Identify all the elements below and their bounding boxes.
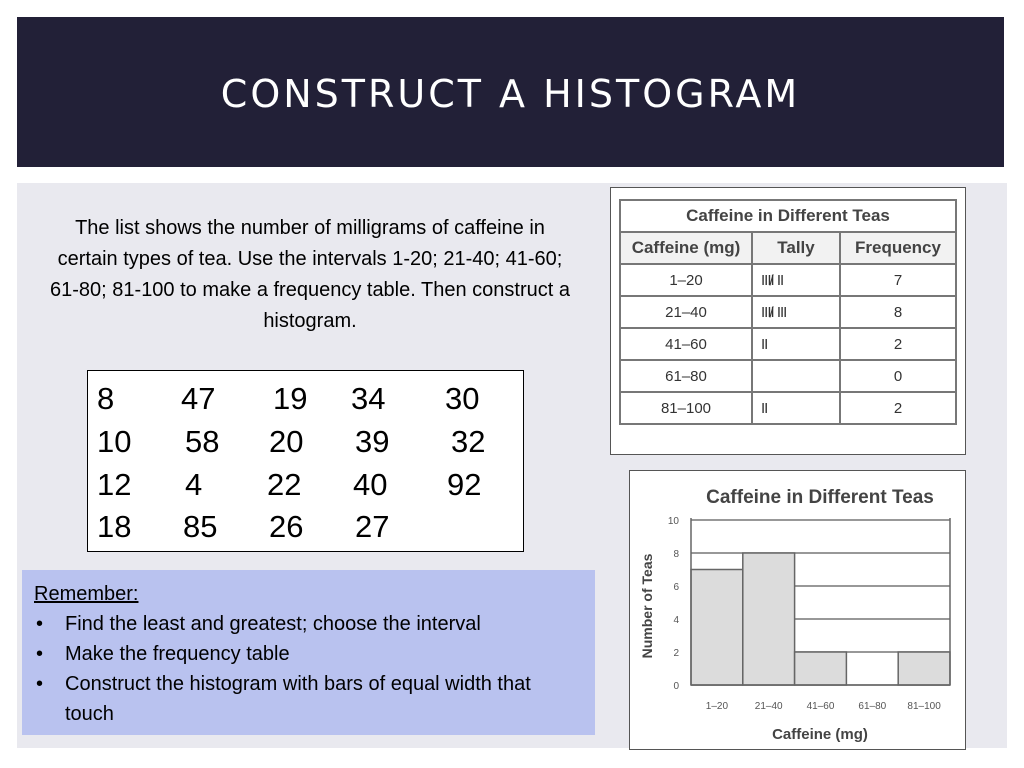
tally-marks: ΙΙ	[761, 335, 768, 353]
histogram-bar	[898, 652, 950, 685]
y-tick-label: 4	[673, 615, 679, 626]
data-value: 12	[97, 467, 132, 502]
data-value: 19	[273, 381, 308, 416]
x-tick-label: 21–40	[754, 701, 783, 712]
frequency-cell: 7	[840, 264, 956, 296]
data-value: 92	[447, 467, 482, 502]
frequency-cell: 2	[840, 328, 956, 360]
data-value: 22	[267, 467, 302, 502]
data-value: 32	[451, 424, 486, 459]
frequency-table	[619, 199, 957, 425]
column-header: Tally	[752, 232, 840, 264]
slide-title: CONSTRUCT A HISTOGRAM	[220, 72, 801, 116]
data-value: 85	[183, 509, 218, 544]
interval-cell: 21–40	[620, 296, 752, 328]
list-item: • Construct the histogram with bars of equal width that touch	[34, 669, 583, 729]
tally-cell	[752, 392, 840, 424]
data-value: 27	[355, 509, 390, 544]
frequency-table-image	[610, 187, 966, 455]
tally-cell	[752, 328, 840, 360]
y-tick-label: 8	[673, 549, 679, 560]
tally-cell	[752, 264, 840, 296]
histogram-image	[629, 470, 966, 750]
remember-list	[34, 609, 583, 729]
y-tick-label: 0	[673, 681, 679, 692]
histogram-bar	[795, 652, 847, 685]
interval-cell: 1–20	[620, 264, 752, 296]
histogram-chart	[630, 471, 965, 749]
frequency-cell: 8	[840, 296, 956, 328]
chart-title: Caffeine in Different Teas	[706, 487, 934, 508]
tally-cell	[752, 296, 840, 328]
x-tick-label: 61–80	[858, 701, 887, 712]
data-value: 20	[269, 424, 304, 459]
frequency-cell: 0	[840, 360, 956, 392]
list-item: • Make the frequency table	[34, 639, 583, 669]
table-row	[620, 264, 956, 296]
interval-cell: 41–60	[620, 328, 752, 360]
intro-text: The list shows the number of milligrams of caffeine in certain types of tea. Use the intervals 1-20; 21-40; 41-60; 61-80; 81-100 to make a frequency table. Then construct a histogram.	[50, 217, 570, 332]
data-value: 26	[269, 509, 304, 544]
table-row	[620, 392, 956, 424]
y-axis-label: Number of Teas	[639, 553, 655, 659]
x-tick-label: 81–100	[907, 701, 941, 712]
data-value: 10	[97, 424, 132, 459]
column-header: Frequency	[840, 232, 956, 264]
data-value: 8	[97, 381, 115, 416]
tally-cell	[752, 360, 840, 392]
remember-heading: Remember:	[34, 583, 139, 605]
y-tick-label: 6	[673, 582, 679, 593]
interval-cell: 61–80	[620, 360, 752, 392]
tally-marks: ΙΙΙ̸Ι ΙΙ	[761, 271, 784, 289]
interval-cell: 81–100	[620, 392, 752, 424]
x-tick-label: 41–60	[806, 701, 835, 712]
table-title: Caffeine in Different Teas	[620, 200, 956, 232]
caffeine-data-list	[87, 370, 524, 552]
data-value: 4	[185, 467, 203, 502]
data-value: 47	[181, 381, 216, 416]
data-value: 30	[445, 381, 480, 416]
y-tick-label: 10	[667, 516, 679, 527]
data-value: 34	[351, 381, 386, 416]
histogram-bar	[743, 553, 795, 685]
data-value: 58	[185, 424, 220, 459]
tally-marks: ΙΙΙ̸Ι ΙΙΙ	[761, 303, 787, 321]
frequency-cell: 2	[840, 392, 956, 424]
x-tick-label: 1–20	[705, 701, 729, 712]
remember-box	[22, 570, 595, 735]
table-row	[620, 296, 956, 328]
table-row	[620, 360, 956, 392]
data-value: 39	[355, 424, 390, 459]
histogram-bar	[691, 570, 743, 686]
y-tick-label: 2	[673, 648, 679, 659]
tally-marks: ΙΙ	[761, 399, 768, 417]
x-axis-label: Caffeine (mg)	[772, 726, 868, 743]
data-value: 18	[97, 509, 132, 544]
column-header: Caffeine (mg)	[620, 232, 752, 264]
data-value: 40	[353, 467, 388, 502]
list-item: • Find the least and greatest; choose the interval	[34, 609, 583, 639]
table-row	[620, 328, 956, 360]
title-bar	[17, 17, 1004, 167]
